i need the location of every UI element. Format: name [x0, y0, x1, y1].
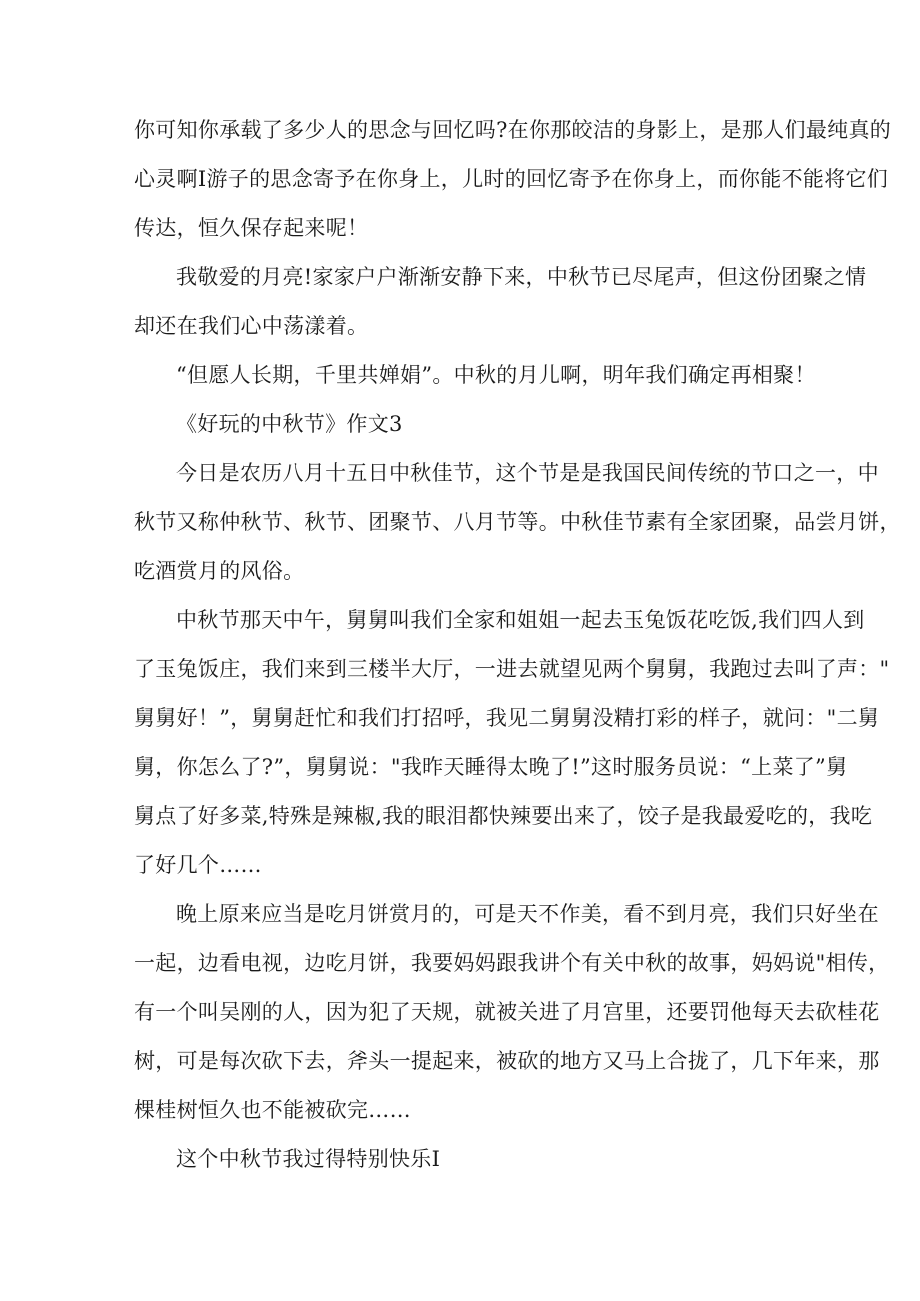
text-line-15: 舅点了好多菜,特殊是辣椒,我的眼泪都快辣要出来了，饺子是我最爱吃的，我吃 — [134, 804, 873, 828]
text-line-5: 却还在我们心中荡漾着。 — [134, 314, 369, 338]
text-line-3: 传达，恒久保存起来呢！ — [134, 216, 369, 240]
text-line-10: 吃酒赏月的风俗。 — [134, 559, 305, 583]
text-line-11: 中秋节那天中午，舅舅叫我们全家和姐姐一起去玉兔饭花吃饭,我们四人到 — [176, 608, 865, 632]
section-title: 《好玩的中秋节》作文3 — [176, 412, 403, 436]
text-line-14: 舅，你怎么了?”，舅舅说："我昨天睡得太晚了!”这时服务员说：“上菜了”舅 — [134, 755, 848, 779]
text-line-22: 这个中秋节我过得特别快乐I — [176, 1147, 441, 1171]
text-line-18: 一起，边看电视，边吃月饼，我要妈妈跟我讲个有关中秋的故事，妈妈说"相传， — [134, 951, 890, 975]
text-line-17: 晚上原来应当是吃月饼赏月的，可是天不作美，看不到月亮，我们只好坐在 — [176, 902, 879, 926]
text-line-16: 了好几个…… — [134, 853, 262, 877]
text-line-20: 树，可是每次砍下去，斧头一提起来，被砍的地方又马上合拢了，几下年来，那 — [134, 1049, 880, 1073]
text-line-19: 有一个叫吴刚的人，因为犯了天规，就被关进了月宫里，还要罚他每天去砍桂花 — [134, 1000, 880, 1024]
text-line-1: 你可知你承载了多少人的思念与回忆吗?在你那皎洁的身影上，是那人们最纯真的 — [134, 118, 892, 142]
text-line-4: 我敬爱的月亮!家家户户渐渐安静下来，中秋节已尽尾声，但这份团聚之情 — [176, 265, 867, 289]
text-line-13: 舅舅好！”，舅舅赶忙和我们打招呼，我见二舅舅没精打彩的样子，就问："二舅 — [134, 706, 880, 730]
text-line-8: 今日是农历八月十五日中秋佳节，这个节是是我国民间传统的节口之一，中 — [176, 461, 879, 485]
text-line-12: 了玉兔饭庄，我们来到三楼半大厅，一进去就望见两个舅舅，我跑过去叫了声：" — [134, 657, 890, 681]
text-line-2: 心灵啊I游子的思念寄予在你身上，儿时的回忆寄予在你身上，而你能不能将它们 — [134, 167, 889, 191]
text-line-21: 棵桂树恒久也不能被砍完…… — [134, 1098, 411, 1122]
text-line-9: 秋节又称仲秋节、秋节、团聚节、八月节等。中秋佳节素有全家团聚，品尝月饼， — [134, 510, 901, 534]
text-line-6: “但愿人长期，千里共婵娟”。中秋的月儿啊，明年我们确定再相聚！ — [176, 363, 816, 387]
